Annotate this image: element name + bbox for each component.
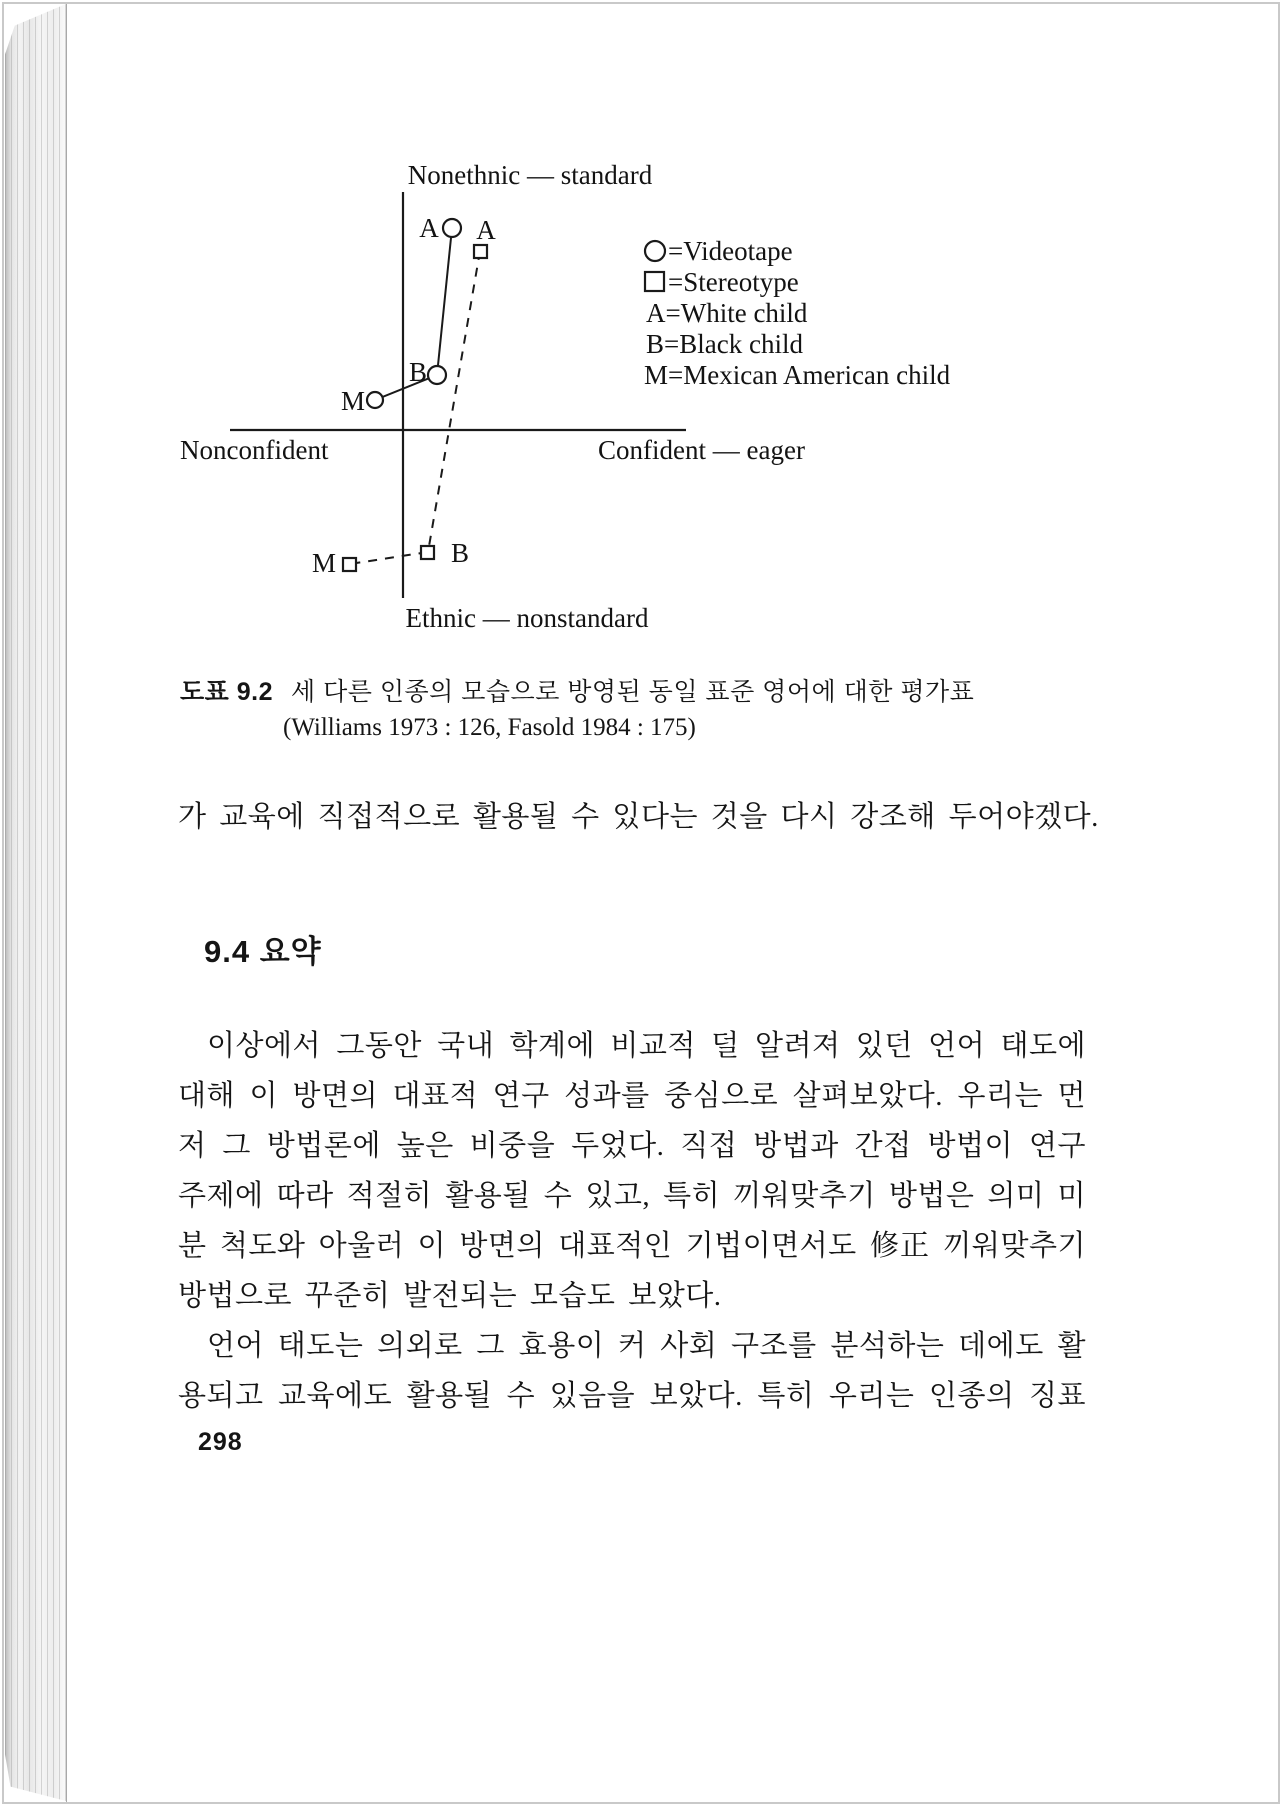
figure-caption-source: (Williams 1973 : 126, Fasold 1984 : 175) bbox=[283, 714, 696, 741]
body-lead-line: 가 교육에 직접적으로 활용될 수 있다는 것을 다시 강조해 두어야겠다. bbox=[178, 801, 1099, 833]
body-line: 대해 이 방면의 대표적 연구 성과를 중심으로 살펴보았다. 우리는 먼 bbox=[178, 1080, 1086, 1112]
legend-videotape-label: =Videotape bbox=[668, 236, 793, 266]
axis-label-right: Confident — eager bbox=[598, 435, 805, 465]
figure-9-2-plot bbox=[150, 160, 980, 655]
axis-label-top: Nonethnic — standard bbox=[407, 160, 653, 190]
point-label-b-stereotype: B bbox=[451, 538, 470, 568]
legend-mexican-american-child: M=Mexican American child bbox=[644, 360, 951, 390]
stereotype-marker-a bbox=[474, 245, 487, 258]
body-line: 이상에서 그동안 국내 학계에 비교적 덜 알려져 있던 언어 태도에 bbox=[207, 1030, 1086, 1062]
point-label-b-videotape: B bbox=[408, 357, 428, 387]
point-label-m-videotape: M bbox=[340, 386, 366, 416]
body-line: 방법으로 꾸준히 발전되는 모습도 보았다. bbox=[178, 1280, 722, 1312]
body-line: 저 그 방법론에 높은 비중을 두었다. 직접 방법과 간접 방법이 연구 bbox=[178, 1130, 1086, 1162]
videotape-marker-m bbox=[367, 392, 383, 408]
legend-white-child: A=White child bbox=[646, 298, 808, 328]
point-label-a-stereotype: A bbox=[476, 215, 496, 245]
legend-stereotype-label: =Stereotype bbox=[668, 267, 799, 297]
stereotype-dashed-line bbox=[350, 251, 480, 564]
axis-label-bottom: Ethnic — nonstandard bbox=[405, 603, 649, 633]
videotape-marker-a bbox=[443, 219, 461, 237]
body-line: 분 척도와 아울러 이 방면의 대표적인 기법이면서도 修正 끼워맞추기 bbox=[178, 1230, 1086, 1262]
figure-legend bbox=[644, 236, 951, 390]
legend-square-icon bbox=[645, 272, 664, 291]
body-line: 주제에 따라 적절히 활용될 수 있고, 특히 끼워맞추기 방법은 의미 미 bbox=[178, 1180, 1086, 1212]
figure-caption-label: 도표 9.2 bbox=[180, 678, 273, 706]
section-heading: 9.4 요약 bbox=[204, 934, 322, 969]
stereotype-marker-b bbox=[421, 546, 434, 559]
legend-black-child: B=Black child bbox=[646, 329, 803, 359]
page-number: 298 bbox=[198, 1428, 243, 1456]
figure-caption bbox=[180, 672, 1080, 708]
figure-caption-text: 세 다른 인종의 모습으로 방영된 동일 표준 영어에 대한 평가표 bbox=[291, 678, 975, 706]
legend-circle-icon bbox=[645, 241, 665, 261]
stereotype-marker-m bbox=[343, 558, 356, 571]
point-label-a-videotape: A bbox=[419, 213, 439, 243]
body-line: 용되고 교육에도 활용될 수 있음을 보았다. 특히 우리는 인종의 징표 bbox=[178, 1380, 1086, 1412]
videotape-marker-b bbox=[428, 366, 446, 384]
point-label-m-stereotype: M bbox=[311, 548, 336, 578]
book-page-edges bbox=[5, 4, 66, 1801]
body-line: 언어 태도는 의외로 그 효용이 커 사회 구조를 분석하는 데에도 활 bbox=[207, 1330, 1086, 1362]
axis-label-left: Nonconfident bbox=[180, 435, 329, 465]
